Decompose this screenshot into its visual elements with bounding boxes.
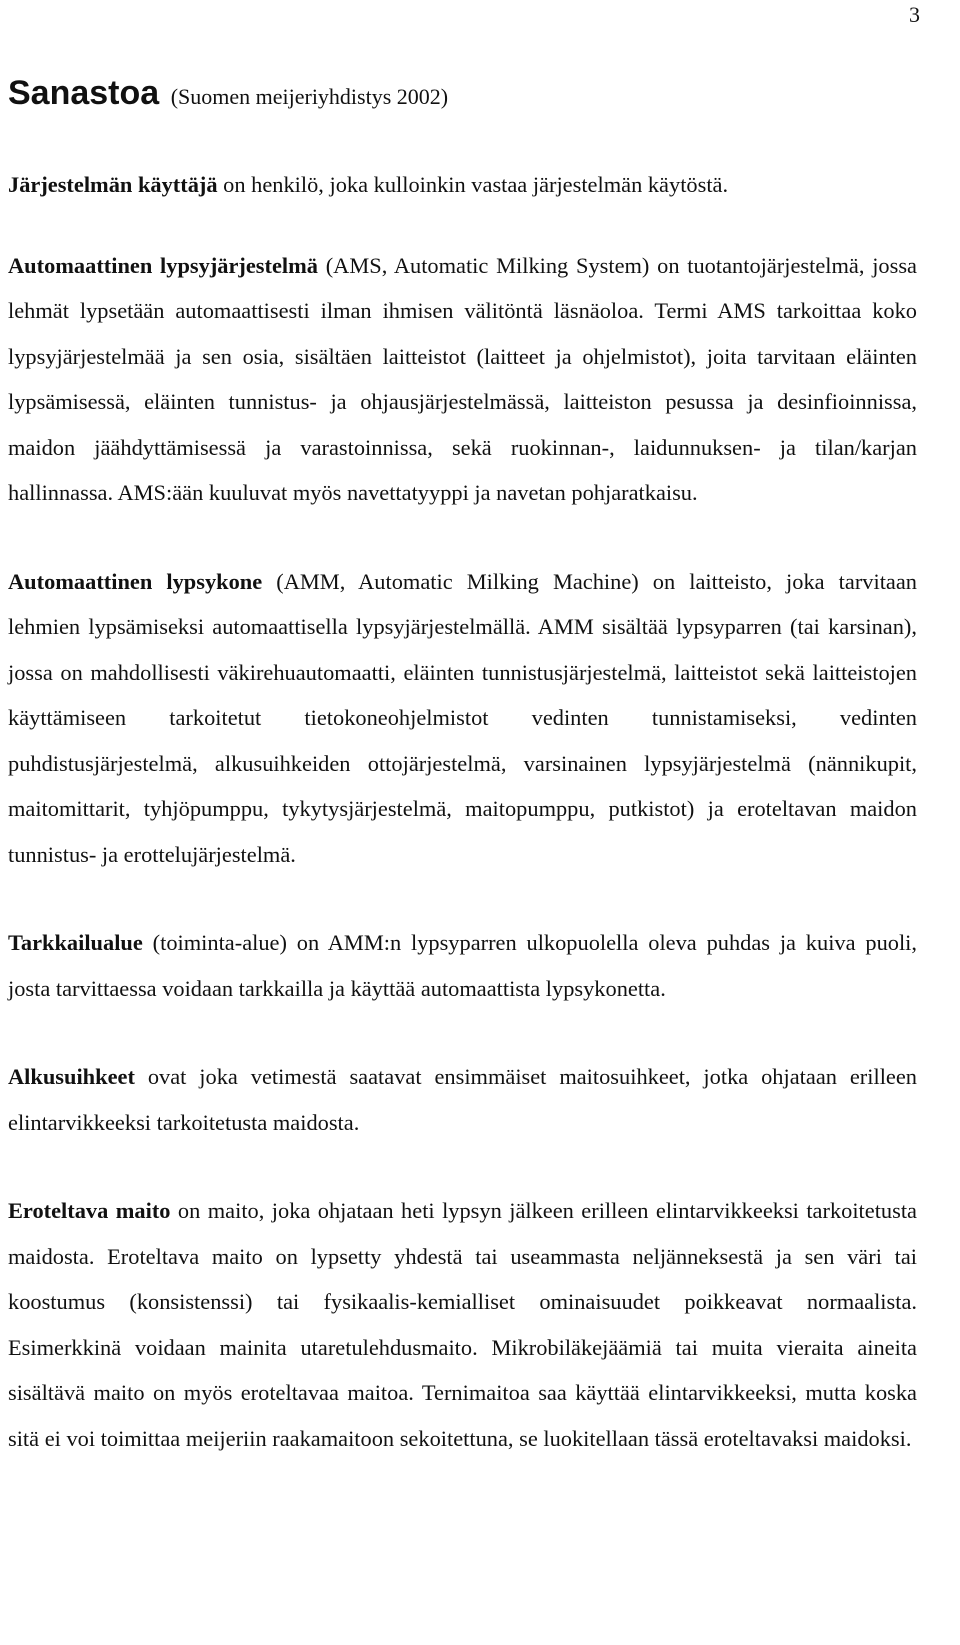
- section-title: Sanastoa: [8, 74, 160, 112]
- glossary-definition: (AMS, Automatic Milking System) on tuotantojärjestelmä, jossa lehmät lypsetään automaattisesti ilman ihmisen välitöntä läsnäoloa. Termi AMS tarkoittaa koko lypsyjärjestelmää ja sen osia, sisältäen laitteistot (laitteet ja ohjelmistot), joita tarvitaan eläinten lypsämisessä, eläinten tunnistus- ja ohjausjärjestelmässä, laitteiston pesussa ja desinfioinnissa, maidon jäähdyttämisessä ja varastoinnissa, sekä ruokinnan-, laidunnuksen- ja tilan/karjan hallinnassa. AMS:ään kuuluvat myös navettatyyppi ja navetan pohjaratkaisu.: [8, 252, 917, 505]
- glossary-term: Eroteltava maito: [8, 1198, 171, 1223]
- glossary-entry-jarjestelman-kayttaja: [8, 162, 917, 208]
- glossary-entry-tarkkailualue: [8, 920, 917, 1011]
- glossary-entry-eroteltava-maito: [8, 1188, 917, 1461]
- glossary-definition: on maito, joka ohjataan heti lypsyn jälkeen erilleen elintarvikkeeksi tarkoitetusta maidosta. Eroteltava maito on lypsetty yhdestä tai useammasta neljänneksestä ja sen väri tai koostumus (konsistenssi) tai fysikaalis-kemialliset ominaisuudet poikkeavat normaalista. Esimerkkinä voidaan mainita utaretulehdusmaito. Mikrobiläkejäämiä tai muita vieraita aineita sisältävä maito on myös eroteltavaa maitoa. Ternimaitoa saa käyttää elintarvikkeeksi, mutta koska sitä ei voi toimittaa meijeriin raakamaitoon sekoitettuna, se luokitellaan tässä eroteltavaksi maidoksi.: [8, 1198, 917, 1451]
- glossary-term: Automaattinen lypsykone: [8, 568, 263, 594]
- glossary-term: Alkusuihkeet: [8, 1064, 135, 1089]
- glossary-definition: ovat joka vetimestä saatavat ensimmäiset maitosuihkeet, jotka ohjataan erilleen elintarvikkeeksi tarkoitetusta maidosta.: [8, 1064, 917, 1135]
- glossary-entry-alkusuihkeet: [8, 1054, 917, 1145]
- glossary-definition: (toiminta-alue) on AMM:n lypsyparren ulkopuolella oleva puhdas ja kuiva puoli, josta tarvittaessa voidaan tarkkailla ja käyttää automaattista lypsykonetta.: [8, 930, 917, 1001]
- page-number: 3: [909, 2, 920, 27]
- section-heading: [8, 68, 917, 122]
- glossary-definition: (AMM, Automatic Milking Machine) on laitteisto, joka tarvitaan lehmien lypsämiseksi automaattisella lypsyjärjestelmällä. AMM sisältää lypsyparren (tai karsinan), jossa on mahdollisesti väkirehuautomaatti, eläinten tunnistusjärjestelmä, laitteistot sekä laitteistojen käyttämiseen tarkoitetut tietokoneohjelmistot vedinten tunnistamiseksi, vedinten puhdistusjärjestelmä, alkusuihkeiden ottojärjestelmä, varsinainen lypsyjärjestelmä (nännikupit, maitomittarit, tyhjöpumppu, tykytysjärjestelmä, maitopumppu, putkistot) ja eroteltavan maidon tunnistus- ja erottelujärjestelmä.: [8, 568, 917, 867]
- document-page: [8, 68, 917, 1504]
- glossary-term: Automaattinen lypsyjärjestelmä: [8, 252, 318, 278]
- glossary-entry-automaattinen-lypsyjarjestelma: [8, 243, 917, 516]
- glossary-term: Tarkkailualue: [8, 930, 143, 955]
- glossary-term: Järjestelmän käyttäjä: [8, 172, 218, 197]
- glossary-definition: on henkilö, joka kulloinkin vastaa järjestelmän käytöstä.: [217, 172, 729, 197]
- section-subtitle: (Suomen meijeriyhdistys 2002): [170, 84, 449, 109]
- glossary-entry-automaattinen-lypsykone: [8, 559, 917, 878]
